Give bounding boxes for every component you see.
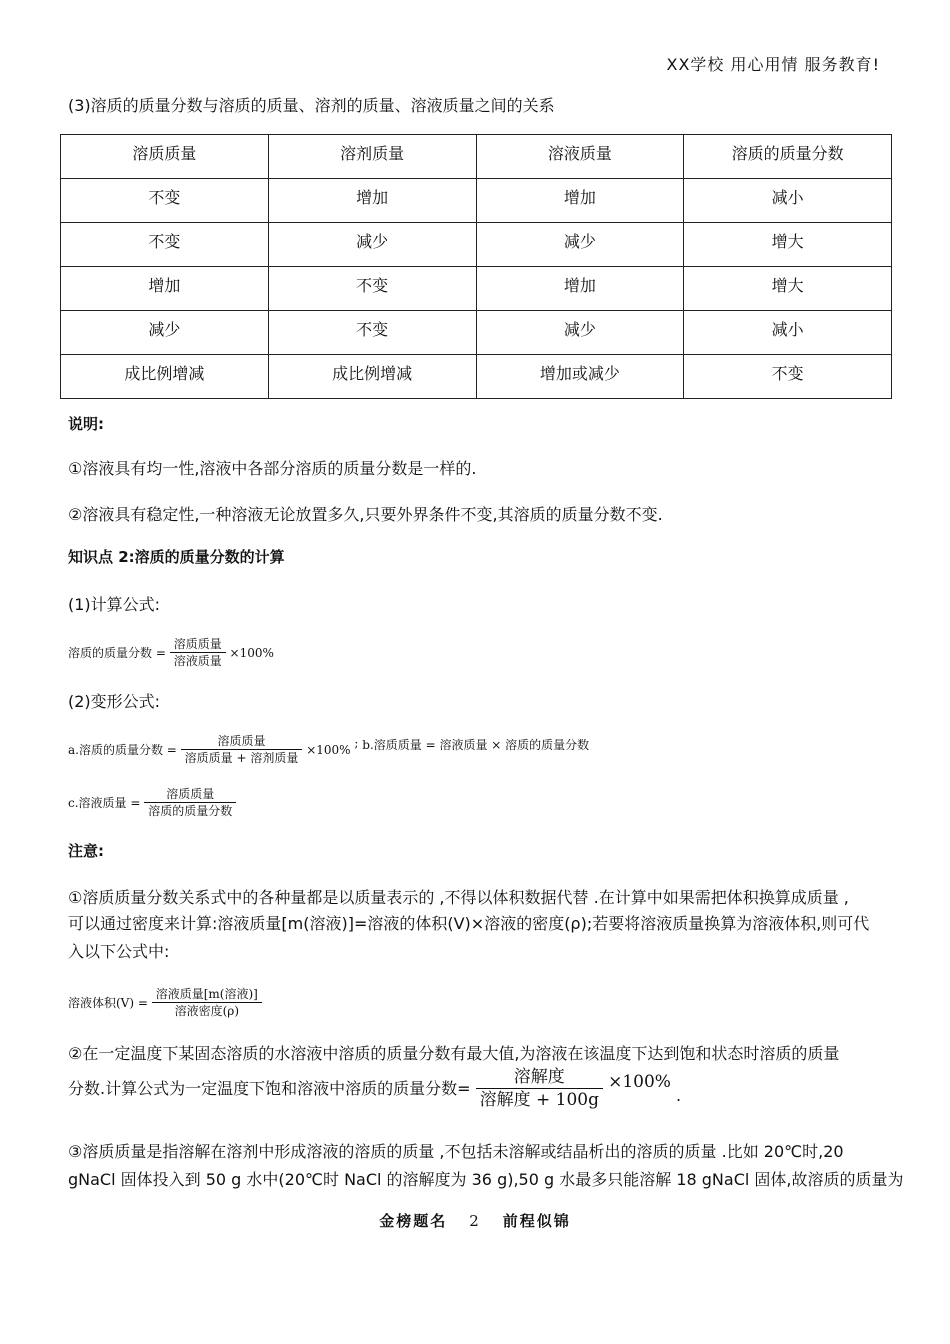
table-cell: 不变: [61, 223, 269, 267]
table-cell: 不变: [268, 267, 476, 311]
table-row: [61, 179, 892, 223]
attention-1-line-3: 入以下公式中:: [68, 942, 170, 961]
formula-lhs: c.溶液质量 =: [68, 795, 141, 810]
table-cell: 减小: [684, 179, 892, 223]
table-cell: 增加: [268, 179, 476, 223]
header-cell: 溶剂质量: [268, 135, 476, 179]
header-cell: 溶质的质量分数: [684, 135, 892, 179]
formula-1: [68, 636, 274, 669]
attention-title: 注意:: [68, 842, 104, 860]
footer-right: 前程似锦: [502, 1212, 571, 1230]
table-cell: 增大: [684, 223, 892, 267]
table-cell: 不变: [684, 355, 892, 399]
table-cell: 减小: [684, 311, 892, 355]
formula-lhs: 溶质的质量分数 =: [68, 645, 166, 660]
note-2: ②溶液具有稳定性,一种溶液无论放置多久,只要外界条件不变,其溶质的质量分数不变.: [68, 505, 663, 524]
section3-title: (3)溶质的质量分数与溶质的质量、溶剂的质量、溶液质量之间的关系: [68, 96, 555, 115]
formula-volume: [68, 986, 262, 1019]
fraction-numerator: 溶液质量[m(溶液)]: [152, 986, 262, 1003]
header-cell: 溶质质量: [61, 135, 269, 179]
fraction-numerator: 溶解度: [476, 1066, 603, 1089]
table-cell: 增大: [684, 267, 892, 311]
formula-b: b.溶质质量 = 溶液质量 × 溶质的质量分数: [362, 738, 590, 752]
table-header-row: [61, 135, 892, 179]
table-row: [61, 311, 892, 355]
fraction: [181, 733, 303, 766]
attention-2-line-2: [68, 1066, 681, 1111]
fraction: [144, 786, 236, 819]
note-title: 说明:: [68, 415, 104, 433]
fraction: [152, 986, 262, 1019]
attention-3-line-1: ③溶质质量是指溶解在溶剂中形成溶液的溶质的质量 ,不包括未溶解或结晶析出的溶质的质量 .比如 20℃时,20: [68, 1142, 844, 1161]
page-number: 2: [469, 1212, 481, 1230]
fraction-denominator: 溶液密度(ρ): [174, 1004, 239, 1018]
separator: ;: [354, 736, 359, 750]
fraction: [476, 1066, 603, 1111]
fraction-denominator: 溶解度 + 100g: [479, 1090, 599, 1110]
page-header: XX学校 用心用情 服务教育!: [666, 55, 880, 74]
fraction-numerator: 溶质质量: [144, 786, 236, 803]
table-row: [61, 355, 892, 399]
fraction-numerator: 溶质质量: [170, 636, 226, 653]
page-footer: [0, 1210, 950, 1231]
attention-2-line-2-text: 分数.计算公式为一定温度下饱和溶液中溶质的质量分数=: [68, 1078, 471, 1098]
table-cell: 成比例增减: [268, 355, 476, 399]
table-cell: 减少: [61, 311, 269, 355]
note-1: ①溶液具有均一性,溶液中各部分溶质的质量分数是一样的.: [68, 459, 477, 478]
attention-1-line-1: ①溶质质量分数关系式中的各种量都是以质量表示的 ,不得以体积数据代替 .在计算中如果需把体积换算成质量 ,: [68, 888, 849, 907]
formula-lhs: a.溶质的质量分数 =: [68, 742, 177, 757]
table-cell: 不变: [61, 179, 269, 223]
table-cell: 增加: [61, 267, 269, 311]
calc-formula-label: (1)计算公式:: [68, 595, 161, 614]
footer-left: 金榜题名: [379, 1212, 448, 1230]
knowledge-point-2-title: 知识点 2:溶质的质量分数的计算: [68, 548, 285, 566]
fraction-denominator: 溶液质量: [173, 654, 222, 668]
formula-lhs: 溶液体积(V) =: [68, 995, 148, 1010]
fraction-denominator: 溶质的质量分数: [148, 804, 233, 818]
fraction-denominator: 溶质质量 + 溶剂质量: [184, 751, 299, 765]
table-row: [61, 267, 892, 311]
header-cell: 溶液质量: [476, 135, 684, 179]
table-cell: 减少: [476, 311, 684, 355]
table-cell: 增加: [476, 179, 684, 223]
table-cell: 减少: [268, 223, 476, 267]
formula-tail: ×100%: [306, 742, 351, 757]
formula-a: [68, 733, 589, 766]
table-cell: 不变: [268, 311, 476, 355]
table-cell: 增加或减少: [476, 355, 684, 399]
formula-tail: ×100%: [608, 1072, 671, 1092]
fraction: [170, 636, 226, 669]
table-row: [61, 223, 892, 267]
formula-tail: ×100%: [229, 645, 274, 660]
formula-c: [68, 786, 236, 819]
table-cell: 减少: [476, 223, 684, 267]
formula-end: .: [676, 1086, 682, 1105]
relation-table: [60, 134, 892, 399]
attention-2-line-1: ②在一定温度下某固态溶质的水溶液中溶质的质量分数有最大值,为溶液在该温度下达到饱和状态时溶质的质量: [68, 1044, 840, 1063]
variant-formula-label: (2)变形公式:: [68, 692, 161, 711]
fraction-numerator: 溶质质量: [181, 733, 303, 750]
table-cell: 增加: [476, 267, 684, 311]
attention-1-line-2: 可以通过密度来计算:溶液质量[m(溶液)]=溶液的体积(V)×溶液的密度(ρ);若要将溶液质量换算为溶液体积,则可代: [68, 914, 870, 933]
table-cell: 成比例增减: [61, 355, 269, 399]
attention-3-line-2: gNaCl 固体投入到 50 g 水中(20℃时 NaCl 的溶解度为 36 g),50 g 水最多只能溶解 18 gNaCl 固体,故溶质的质量为: [68, 1170, 904, 1189]
